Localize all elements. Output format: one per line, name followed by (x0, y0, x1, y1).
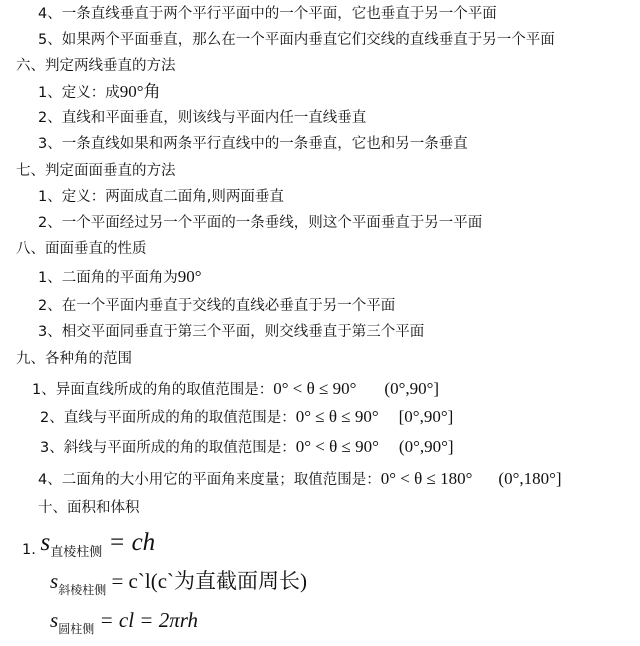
formula-rhs: = ch (102, 529, 156, 556)
range-inequality: 0° < θ ≤ 90° (295, 437, 379, 456)
section-heading: 十、面积和体积 (38, 500, 140, 516)
text-line (38, 81, 161, 104)
formula-line (50, 565, 307, 606)
formula-subscript: 斜棱柱侧 (58, 583, 107, 597)
section-heading: 六、判定两线垂直的方法 (16, 58, 176, 74)
formula-symbol: s (50, 569, 59, 593)
formula-line (22, 526, 155, 570)
text-line (38, 266, 202, 289)
text-line: 5、如果两个平面垂直，那么在一个平面内垂直它们交线的直线垂直于另一个平面 (38, 32, 555, 48)
line-text: 2、直线与平面所成的角的取值范围是： (40, 410, 296, 426)
text-line: 2、直线和平面垂直，则该线与平面内任一直线垂直 (38, 110, 367, 126)
range-interval: (0°,90°] (384, 379, 440, 398)
range-interval: (0°,180°] (498, 469, 562, 488)
text-line (38, 468, 562, 491)
formula-subscript: 直棱柱侧 (50, 545, 103, 560)
line-text: 1、异面直线所成的角的取值范围是： (32, 382, 274, 398)
text-line: 3、一条直线如果和两条平行直线中的一条垂直，它也和另一条垂直 (38, 136, 468, 152)
text-line: 3、相交平面同垂直于第三个平面，则交线垂直于第三个平面 (38, 324, 425, 340)
formula-rhs: = cl = 2πrh (94, 608, 199, 632)
line-text: 4、二面角的大小用它的平面角来度量；取值范围是： (38, 472, 381, 488)
line-text: 3、斜线与平面所成的角的取值范围是： (40, 440, 296, 456)
formula-subscript: 圆柱侧 (58, 622, 95, 636)
text-line (40, 436, 454, 459)
text-line: 1、定义：两面成直二面角,则两面垂直 (38, 189, 284, 205)
text-line (32, 378, 439, 401)
range-interval: [0°,90°] (398, 407, 454, 426)
angle-value: 90°角 (119, 82, 161, 101)
section-heading: 九、各种角的范围 (16, 351, 132, 367)
formula-line (50, 604, 198, 645)
section-heading: 七、判定面面垂直的方法 (16, 163, 176, 179)
text-line (40, 406, 453, 429)
formula-symbol: s (50, 608, 59, 632)
angle-value: 90° (177, 267, 202, 286)
formula-rhs: = c`l(c`为直截面周长) (106, 569, 307, 593)
line-text: 1、定义：成 (38, 85, 120, 101)
text-line: 2、在一个平面内垂直于交线的直线必垂直于另一个平面 (38, 298, 396, 314)
line-text: 1、二面角的平面角为 (38, 270, 178, 286)
formula-symbol: s (40, 529, 51, 556)
range-inequality: 0° ≤ θ ≤ 90° (295, 407, 379, 426)
formula-number: 1. (22, 542, 36, 558)
text-line: 4、一条直线垂直于两个平行平面中的一个平面，它也垂直于另一个平面 (38, 6, 497, 22)
range-interval: (0°,90°] (398, 437, 454, 456)
range-inequality: 0° < θ ≤ 180° (380, 469, 473, 488)
section-heading: 八、面面垂直的性质 (16, 241, 147, 257)
text-line: 2、一个平面经过另一个平面的一条垂线，则这个平面垂直于另一平面 (38, 215, 483, 231)
range-inequality: 0° < θ ≤ 90° (273, 379, 357, 398)
